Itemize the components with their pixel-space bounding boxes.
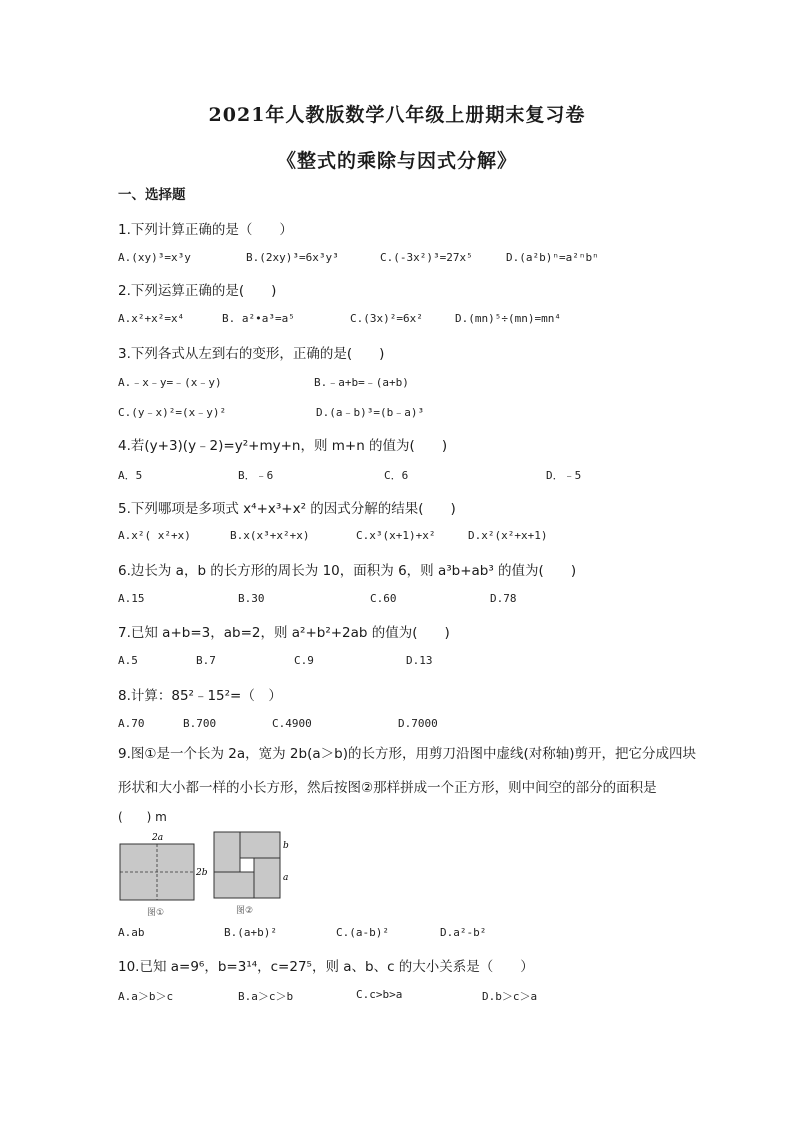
question-8-option-c: C.4900 <box>272 717 312 730</box>
question-4-stem: 4.若(y+3)(y﹣2)=y²+my+n，则 m+n 的值为( ) <box>118 438 448 454</box>
question-3-stem: 3.下列各式从左到右的变形，正确的是( ) <box>118 346 385 362</box>
question-8-option-d: D.7000 <box>398 717 438 730</box>
question-6-option-c: C.60 <box>370 592 397 605</box>
question-2-option-d: D.(mn)⁵÷(mn)=mn⁴ <box>455 312 561 325</box>
question-5-option-d: D.x²(x²+x+1) <box>468 529 548 542</box>
question-6-option-d: D.78 <box>490 592 517 605</box>
figure-2-side-b-label: b <box>283 841 289 851</box>
question-2-stem: 2.下列运算正确的是( ) <box>118 283 277 299</box>
question-9-option-c: C.(a-b)² <box>336 926 389 939</box>
question-9-figure <box>112 828 312 920</box>
question-10-option-b: B.a＞c＞b <box>238 990 294 1003</box>
question-10-option-a: A.a＞b＞c <box>118 990 174 1003</box>
figure-2-square <box>214 832 280 898</box>
question-5-stem: 5.下列哪项是多项式 x⁴+x³+x² 的因式分解的结果( ) <box>118 501 456 517</box>
figure-1-caption: 图① <box>147 908 165 918</box>
question-5-option-a: A.x²( x²+x) <box>118 529 191 542</box>
figure-2-side-a-label: a <box>283 873 289 883</box>
question-9-stem-end: ( ) m <box>118 810 167 824</box>
question-7-option-c: C.9 <box>294 654 314 667</box>
question-9-option-a: A.ab <box>118 926 145 939</box>
question-3-option-a: A.﹣x﹣y=﹣(x﹣y) <box>118 376 222 389</box>
question-4-option-d: D．﹣5 <box>546 469 582 482</box>
section-heading: 一、选择题 <box>118 187 186 203</box>
question-6-stem: 6.边长为 a，b 的长方形的周长为 10，面积为 6，则 a³b+ab³ 的值为( ) <box>118 563 577 579</box>
question-5-option-c: C.x³(x+1)+x² <box>356 529 436 542</box>
question-7-option-a: A.5 <box>118 654 138 667</box>
question-8-option-a: A.70 <box>118 717 145 730</box>
question-7-option-d: D.13 <box>406 654 433 667</box>
question-1-option-a: A.(xy)³=x³y <box>118 251 191 264</box>
page-title: 2021年人教版数学八年级上册期末复习卷 <box>208 104 586 126</box>
question-10-stem: 10.已知 a=9⁶，b=3¹⁴，c=27⁵，则 a、b、c 的大小关系是（ ） <box>118 959 534 975</box>
question-2-option-a: A.x²+x²=x⁴ <box>118 312 185 325</box>
question-1-option-c: C.(-3x²)³=27x⁵ <box>380 251 473 264</box>
question-9-option-b: B.(a+b)² <box>224 926 277 939</box>
question-1-stem: 1.下列计算正确的是（ ） <box>118 222 293 238</box>
figure-1-side-label: 2b <box>196 868 208 878</box>
question-2-option-b: B. a²•a³=a⁵ <box>222 312 295 325</box>
question-8-option-b: B.700 <box>183 717 217 730</box>
question-4-option-c: C．6 <box>384 469 409 482</box>
question-3-option-c: C.(y﹣x)²=(x﹣y)² <box>118 406 227 419</box>
question-9-option-d: D.a²-b² <box>440 926 487 939</box>
question-10-option-c: C.c>b>a <box>356 988 403 1001</box>
page-subtitle: 《整式的乘除与因式分解》 <box>276 150 517 172</box>
question-6-option-a: A.15 <box>118 592 145 605</box>
question-4-option-a: A．5 <box>118 469 143 482</box>
question-9-stem: 9.图①是一个长为 2a，宽为 2b(a＞b)的长方形，用剪刀沿图中虚线(对称轴)剪开，把它分成四块形状和大小都一样的小长方形，然后按图②那样拼成一个正方形，则中间空的部分的面积是 <box>118 746 696 796</box>
figure-1-top-label: 2a <box>152 833 164 843</box>
question-3-option-d: D.(a﹣b)³=(b﹣a)³ <box>316 406 425 419</box>
question-1-option-b: B.(2xy)³=6x³y³ <box>246 251 339 264</box>
figure-2-center-hole <box>240 858 254 872</box>
question-8-stem: 8.计算：85²﹣15²=（ ） <box>118 688 282 704</box>
question-10-option-d: D.b＞c＞a <box>482 990 538 1003</box>
question-5-option-b: B.x(x³+x²+x) <box>230 529 310 542</box>
question-7-stem: 7.已知 a+b=3，ab=2，则 a²+b²+2ab 的值为( ) <box>118 625 450 641</box>
question-7-option-b: B.7 <box>196 654 216 667</box>
question-6-option-b: B.30 <box>238 592 265 605</box>
question-3-option-b: B.﹣a+b=﹣(a+b) <box>314 376 409 389</box>
figure-1-rectangle <box>120 844 194 900</box>
question-2-option-c: C.(3x)²=6x² <box>350 312 423 325</box>
question-1-option-d: D.(a²b)ⁿ=a²ⁿbⁿ <box>506 251 599 264</box>
question-4-option-b: B．﹣6 <box>238 469 274 482</box>
figure-2-caption: 图② <box>236 906 254 916</box>
